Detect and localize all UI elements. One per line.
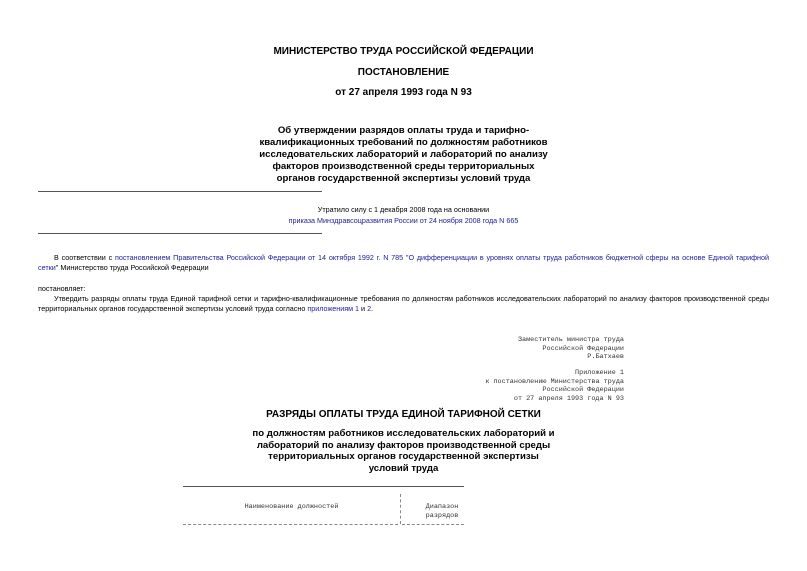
- preamble-prefix: В соответствии с: [54, 253, 115, 262]
- preamble: [38, 253, 769, 273]
- signature-line: Российской Федерации: [542, 344, 624, 353]
- title-line: квалификационных требований по должностям работников: [259, 137, 548, 148]
- appendix-line: Российской Федерации: [542, 386, 624, 395]
- subtitle-line: территориальных органов государственной экспертизы: [268, 451, 539, 462]
- appendix-2-link[interactable]: 2: [367, 304, 372, 313]
- table-header-bottom-right: [402, 524, 464, 525]
- ministry-heading: МИНИСТЕРСТВО ТРУДА РОССИЙСКОЙ ФЕДЕРАЦИИ: [273, 46, 534, 57]
- government-decree-link[interactable]: постановлением Правительства Российской Федерации от 14 октября 1992 г. N 785 "О дифференциации в уровнях оплаты труда работников бюджетной сферы на основе Единой тарифной сетки: [38, 253, 770, 272]
- subtitle-line: условий труда: [368, 462, 439, 474]
- divider: [38, 233, 322, 234]
- decrees-word: постановляет:: [38, 284, 86, 293]
- preamble-suffix: " Министерство труда Российской Федерации: [55, 263, 209, 272]
- column-header-line: Диапазон: [425, 503, 459, 511]
- appendix-reference: [485, 369, 624, 403]
- title-line: Об утверждении разрядов оплаты труда и тарифно-: [277, 125, 530, 136]
- resolution-and: и: [359, 304, 368, 313]
- resolution-end: .: [371, 304, 374, 313]
- document-type: ПОСТАНОВЛЕНИЕ: [357, 67, 450, 78]
- signature-line: Р.Батхаев: [587, 353, 624, 362]
- appendix-line: к постановлению Министерства труда: [485, 377, 624, 386]
- section-subtitle: [0, 428, 807, 474]
- table-header-bottom-left: [183, 524, 398, 525]
- section-title: РАЗРЯДЫ ОПЛАТЫ ТРУДА ЕДИНОЙ ТАРИФНОЙ СЕТКИ: [266, 409, 541, 420]
- table-top-border: [183, 486, 464, 487]
- title-line: факторов производственной среды территориальных: [272, 161, 535, 172]
- resolution-text: Утвердить разряды оплаты труда Единой тарифной сетки и тарифно-квалификационные требования по должностям работников исследовательских лабораторий по анализу факторов производственной среды территориальных органов государственной экспертизы условий труда согласно: [38, 294, 769, 313]
- resolution-paragraph: [38, 294, 769, 314]
- document-title: [0, 125, 807, 185]
- table-column-separator: [400, 494, 401, 524]
- title-line: исследовательских лабораторий и лабораторий по анализу: [259, 149, 548, 160]
- document-date-number: от 27 апреля 1993 года N 93: [335, 87, 472, 98]
- repeal-order-link[interactable]: приказа Минздравсоцразвития России от 24 ноября 2008 года N 665: [288, 216, 519, 225]
- appendix-line: от 27 апреля 1993 года N 93: [513, 394, 624, 403]
- status-note: Утратило силу с 1 декабря 2008 года на основании: [317, 205, 490, 214]
- column-header-position: Наименование должностей: [244, 503, 339, 511]
- column-header-line: разрядов: [425, 511, 459, 520]
- title-line: органов государственной экспертизы условий труда: [276, 173, 531, 184]
- column-header-grade-range: [404, 503, 480, 520]
- signature-block: [518, 336, 624, 362]
- signature-line: Заместитель министра труда: [517, 336, 624, 344]
- divider: [38, 191, 322, 192]
- appendix-1-link[interactable]: приложениям 1: [307, 304, 360, 313]
- appendix-line: Приложение 1: [575, 369, 624, 377]
- subtitle-line: по должностям работников исследовательских лабораторий и: [252, 428, 555, 439]
- subtitle-line: лабораторий по анализу факторов производственной среды: [256, 439, 551, 451]
- status-line: [0, 216, 807, 225]
